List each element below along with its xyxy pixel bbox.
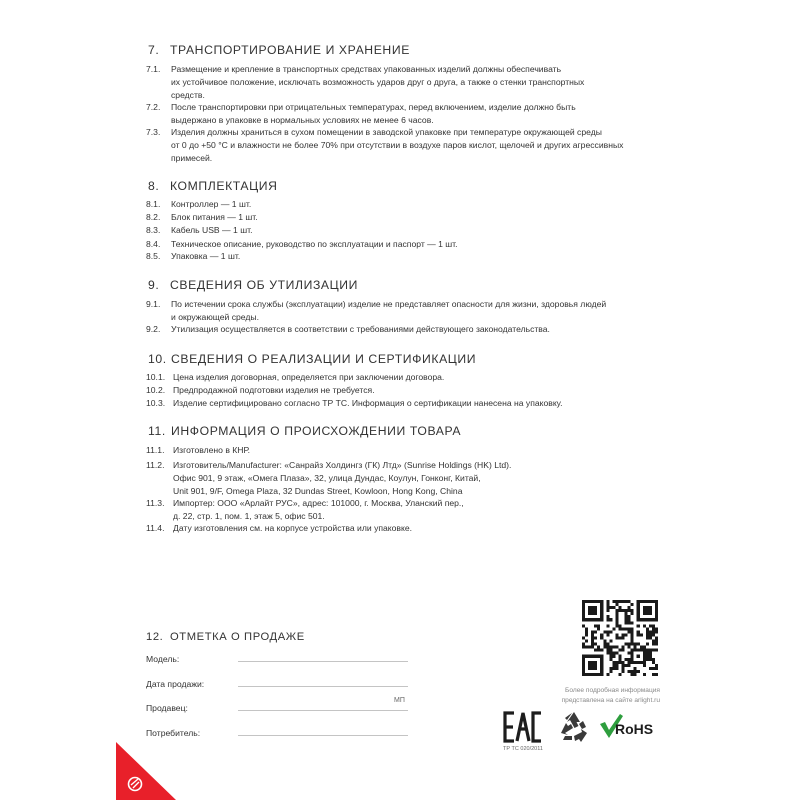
- item-number: 8.1.: [146, 199, 161, 209]
- section-title-text: СВЕДЕНИЯ ОБ УТИЛИЗАЦИИ: [170, 278, 358, 292]
- item-text: Импортер: ООО «Арлайт РУС», адрес: 101000, г. Москва, Уланский пер.,: [173, 498, 464, 508]
- item-text: Размещение и крепление в транспортных средствах упакованных изделий должны обеспечивать: [171, 64, 562, 74]
- section-title: [148, 179, 278, 193]
- item-number: 8.2.: [146, 212, 161, 222]
- item-text: Цена изделия договорная, определяется при заключении договора.: [173, 372, 445, 382]
- sale-field-model-label: Модель:: [146, 654, 180, 664]
- sale-field-date-line[interactable]: [238, 686, 408, 687]
- item-text: Упаковка — 1 шт.: [171, 251, 241, 261]
- sale-field-consumer-line[interactable]: [238, 735, 408, 736]
- eac-mark-icon: [503, 710, 543, 744]
- section-title: [148, 43, 410, 57]
- item-number: 10.3.: [146, 398, 166, 408]
- sale-section-title-text: ОТМЕТКА О ПРОДАЖЕ: [170, 631, 305, 643]
- item-text: их устойчивое положение, исключать возможность ударов друг о друга, а также о стенки транспортных: [171, 77, 585, 87]
- item-text: и окружающей среды.: [171, 312, 259, 322]
- item-text: примесей.: [171, 153, 213, 163]
- item-text: Блок питания — 1 шт.: [171, 212, 258, 222]
- item-number: 8.5.: [146, 251, 161, 261]
- section-number: 8.: [148, 179, 160, 193]
- item-number: 10.1.: [146, 372, 166, 382]
- item-number: 11.2.: [146, 460, 165, 470]
- item-number: 9.2.: [146, 324, 161, 334]
- sale-field-seller-line[interactable]: [238, 710, 408, 711]
- section-title: [148, 352, 476, 366]
- item-number: 9.1.: [146, 299, 161, 309]
- item-text: Контроллер — 1 шт.: [171, 199, 252, 209]
- section-title-text: СВЕДЕНИЯ О РЕАЛИЗАЦИИ И СЕРТИФИКАЦИИ: [171, 352, 477, 366]
- item-text: По истечении срока службы (эксплуатации) изделие не представляет опасности для жизни, здоровья людей: [171, 299, 607, 309]
- section-title: [148, 424, 461, 438]
- recycle-icon: [556, 709, 592, 745]
- item-text: Изделия должны храниться в сухом помещении в заводской упаковке при температуре окружающей среды: [171, 127, 602, 137]
- sale-field-consumer-label: Потребитель:: [146, 728, 201, 738]
- item-text: Предпродажной подготовки изделия не требуется.: [173, 385, 375, 395]
- sale-section-number: 12.: [146, 631, 164, 643]
- item-text: Кабель USB — 1 шт.: [171, 225, 253, 235]
- section-number: 7.: [148, 43, 160, 57]
- item-text: от 0 до +50 °C и влажности не более 70% при отсутствии в воздухе паров кислот, щелочей и других агрессивных: [171, 140, 624, 150]
- svg-text:RoHS: RoHS: [615, 721, 654, 737]
- sale-field-model-line[interactable]: [238, 661, 408, 662]
- section-number: 11.: [148, 424, 166, 438]
- sale-field-seller-label: Продавец:: [146, 703, 188, 713]
- item-text: д. 22, стр. 1, пом. 1, этаж 5, офис 501.: [173, 511, 325, 521]
- section-title-text: ТРАНСПОРТИРОВАНИЕ И ХРАНЕНИЕ: [170, 43, 410, 57]
- rohs-mark-icon: [598, 712, 660, 742]
- item-number: 11.3.: [146, 498, 165, 508]
- info-note-line-1: Более подробная информация: [565, 687, 660, 694]
- brand-corner-logo-icon: [116, 742, 176, 800]
- tr-ts-note: ТР ТС 020/2011: [503, 746, 543, 752]
- item-text: Офис 901, 9 этаж, «Омега Плаза», 32, улица Дундас, Коулун, Гонконг, Китай,: [173, 473, 481, 483]
- section-title-text: КОМПЛЕКТАЦИЯ: [170, 179, 278, 193]
- item-number: 7.2.: [146, 102, 161, 112]
- item-text: Unit 901, 9/F, Omega Plaza, 32 Dundas Street, Kowloon, Hong Kong, China: [173, 486, 463, 496]
- item-number: 8.4.: [146, 239, 161, 249]
- item-text: Изготовитель/Manufacturer: «Санрайз Холдингз (ГК) Лтд» (Sunrise Holdings (HK) Ltd).: [173, 460, 512, 470]
- item-text: После транспортировки при отрицательных температурах, перед включением, изделие должно быть: [171, 102, 576, 112]
- item-text: выдержано в упаковке в нормальных условиях не менее 6 часов.: [171, 115, 434, 125]
- section-number: 9.: [148, 278, 160, 292]
- qr-code-icon[interactable]: [582, 600, 658, 676]
- item-number: 8.3.: [146, 225, 161, 235]
- item-number: 7.1.: [146, 64, 161, 74]
- info-note-line-2: представлена на сайте arlight.ru: [561, 697, 660, 704]
- item-text: Утилизация осуществляется в соответствии с требованиями действующего законодательства.: [171, 324, 550, 334]
- section-number: 10.: [148, 352, 167, 366]
- item-number: 11.4.: [146, 523, 165, 533]
- item-number: 7.3.: [146, 127, 161, 137]
- sale-field-date-label: Дата продажи:: [146, 679, 205, 689]
- section-title: [148, 278, 358, 292]
- item-text: средств.: [171, 90, 205, 100]
- item-number: 11.1.: [146, 445, 165, 455]
- section-title-text: ИНФОРМАЦИЯ О ПРОИСХОЖДЕНИИ ТОВАРА: [171, 424, 462, 438]
- item-text: Изделие сертифицировано согласно ТР ТС. Информация о сертификации нанесена на упаковку.: [173, 398, 563, 408]
- item-text: Дату изготовления см. на корпусе устройства или упаковке.: [173, 523, 413, 533]
- item-text: Техническое описание, руководство по эксплуатации и паспорт — 1 шт.: [171, 239, 458, 249]
- item-text: Изготовлено в КНР.: [173, 445, 251, 455]
- sale-section-title: [146, 631, 305, 643]
- item-number: 10.2.: [146, 385, 166, 395]
- stamp-place-label: МП: [394, 697, 405, 704]
